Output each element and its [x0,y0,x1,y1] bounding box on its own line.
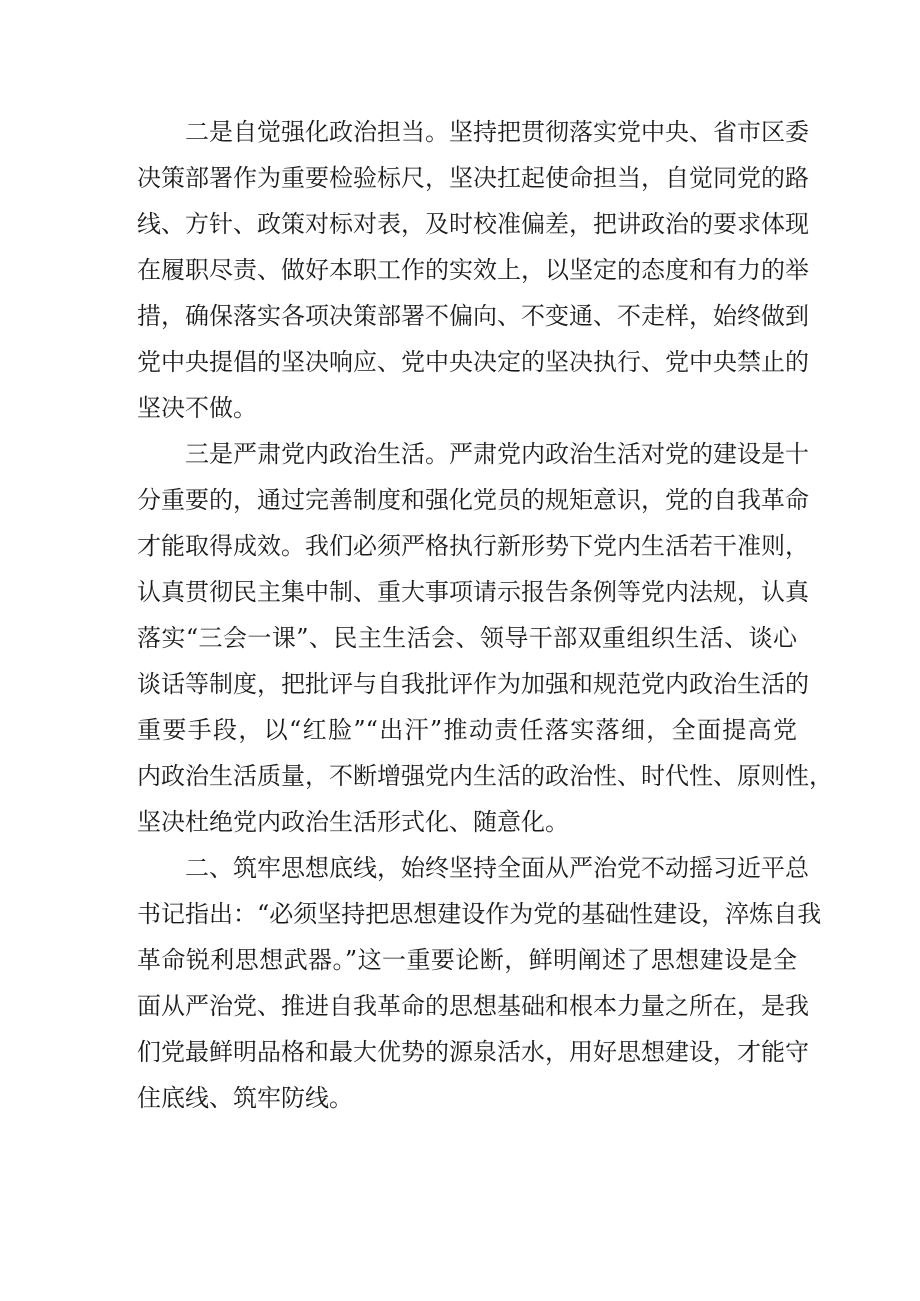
text-line: 内政治生活质量，不断增强党内生活的政治性、时代性、原则性， [137,762,833,790]
text-line: 住底线、筑牢防线。 [137,1084,353,1112]
text-line: 谈话等制度，把批评与自我批评作为加强和规范党内政治生活的 [137,670,809,698]
text-line: 书记指出：“必须坚持把思想建设作为党的基础性建设，淬炼自我 [137,900,822,928]
text-line: 面从严治党、推进自我革命的思想基础和根本力量之所在，是我 [137,992,809,1020]
text-line: 们党最鲜明品格和最大优势的源泉活水，用好思想建设，才能守 [137,1038,809,1066]
text-line: 线、方针、政策对标对表，及时校准偏差，把讲政治的要求体现 [137,210,809,238]
text-line: 坚决杜绝党内政治生活形式化、随意化。 [137,808,569,836]
text-line: 分重要的，通过完善制度和强化党员的规矩意识，党的自我革命 [137,486,809,514]
text-line: 坚决不做。 [137,394,257,422]
text-line: 认真贯彻民主集中制、重大事项请示报告条例等党内法规，认真 [137,578,809,606]
text-line: 在履职尽责、做好本职工作的实效上，以坚定的态度和有力的举 [137,256,809,284]
text-line: 才能取得成效。我们必须严格执行新形势下党内生活若干准则， [137,532,809,560]
text-line: 重要手段，以“红脸”“出汗”推动责任落实落细，全面提高党 [137,716,797,744]
text-line: 二、筑牢思想底线，始终坚持全面从严治党不动摇习近平总 [185,854,809,882]
text-line: 二是自觉强化政治担当。坚持把贯彻落实党中央、省市区委 [185,118,809,146]
text-line: 革命锐利思想武器。”这一重要论断，鲜明阐述了思想建设是全 [137,946,797,974]
text-line: 党中央提倡的坚决响应、党中央决定的坚决执行、党中央禁止的 [137,348,809,376]
text-line: 决策部署作为重要检验标尺，坚决扛起使命担当，自觉同党的路 [137,164,809,192]
text-line: 三是严肃党内政治生活。严肃党内政治生活对党的建设是十 [185,440,809,468]
text-line: 落实“三会一课”、民主生活会、领导干部双重组织生活、谈心 [137,624,797,652]
text-line: 措，确保落实各项决策部署不偏向、不变通、不走样，始终做到 [137,302,809,330]
